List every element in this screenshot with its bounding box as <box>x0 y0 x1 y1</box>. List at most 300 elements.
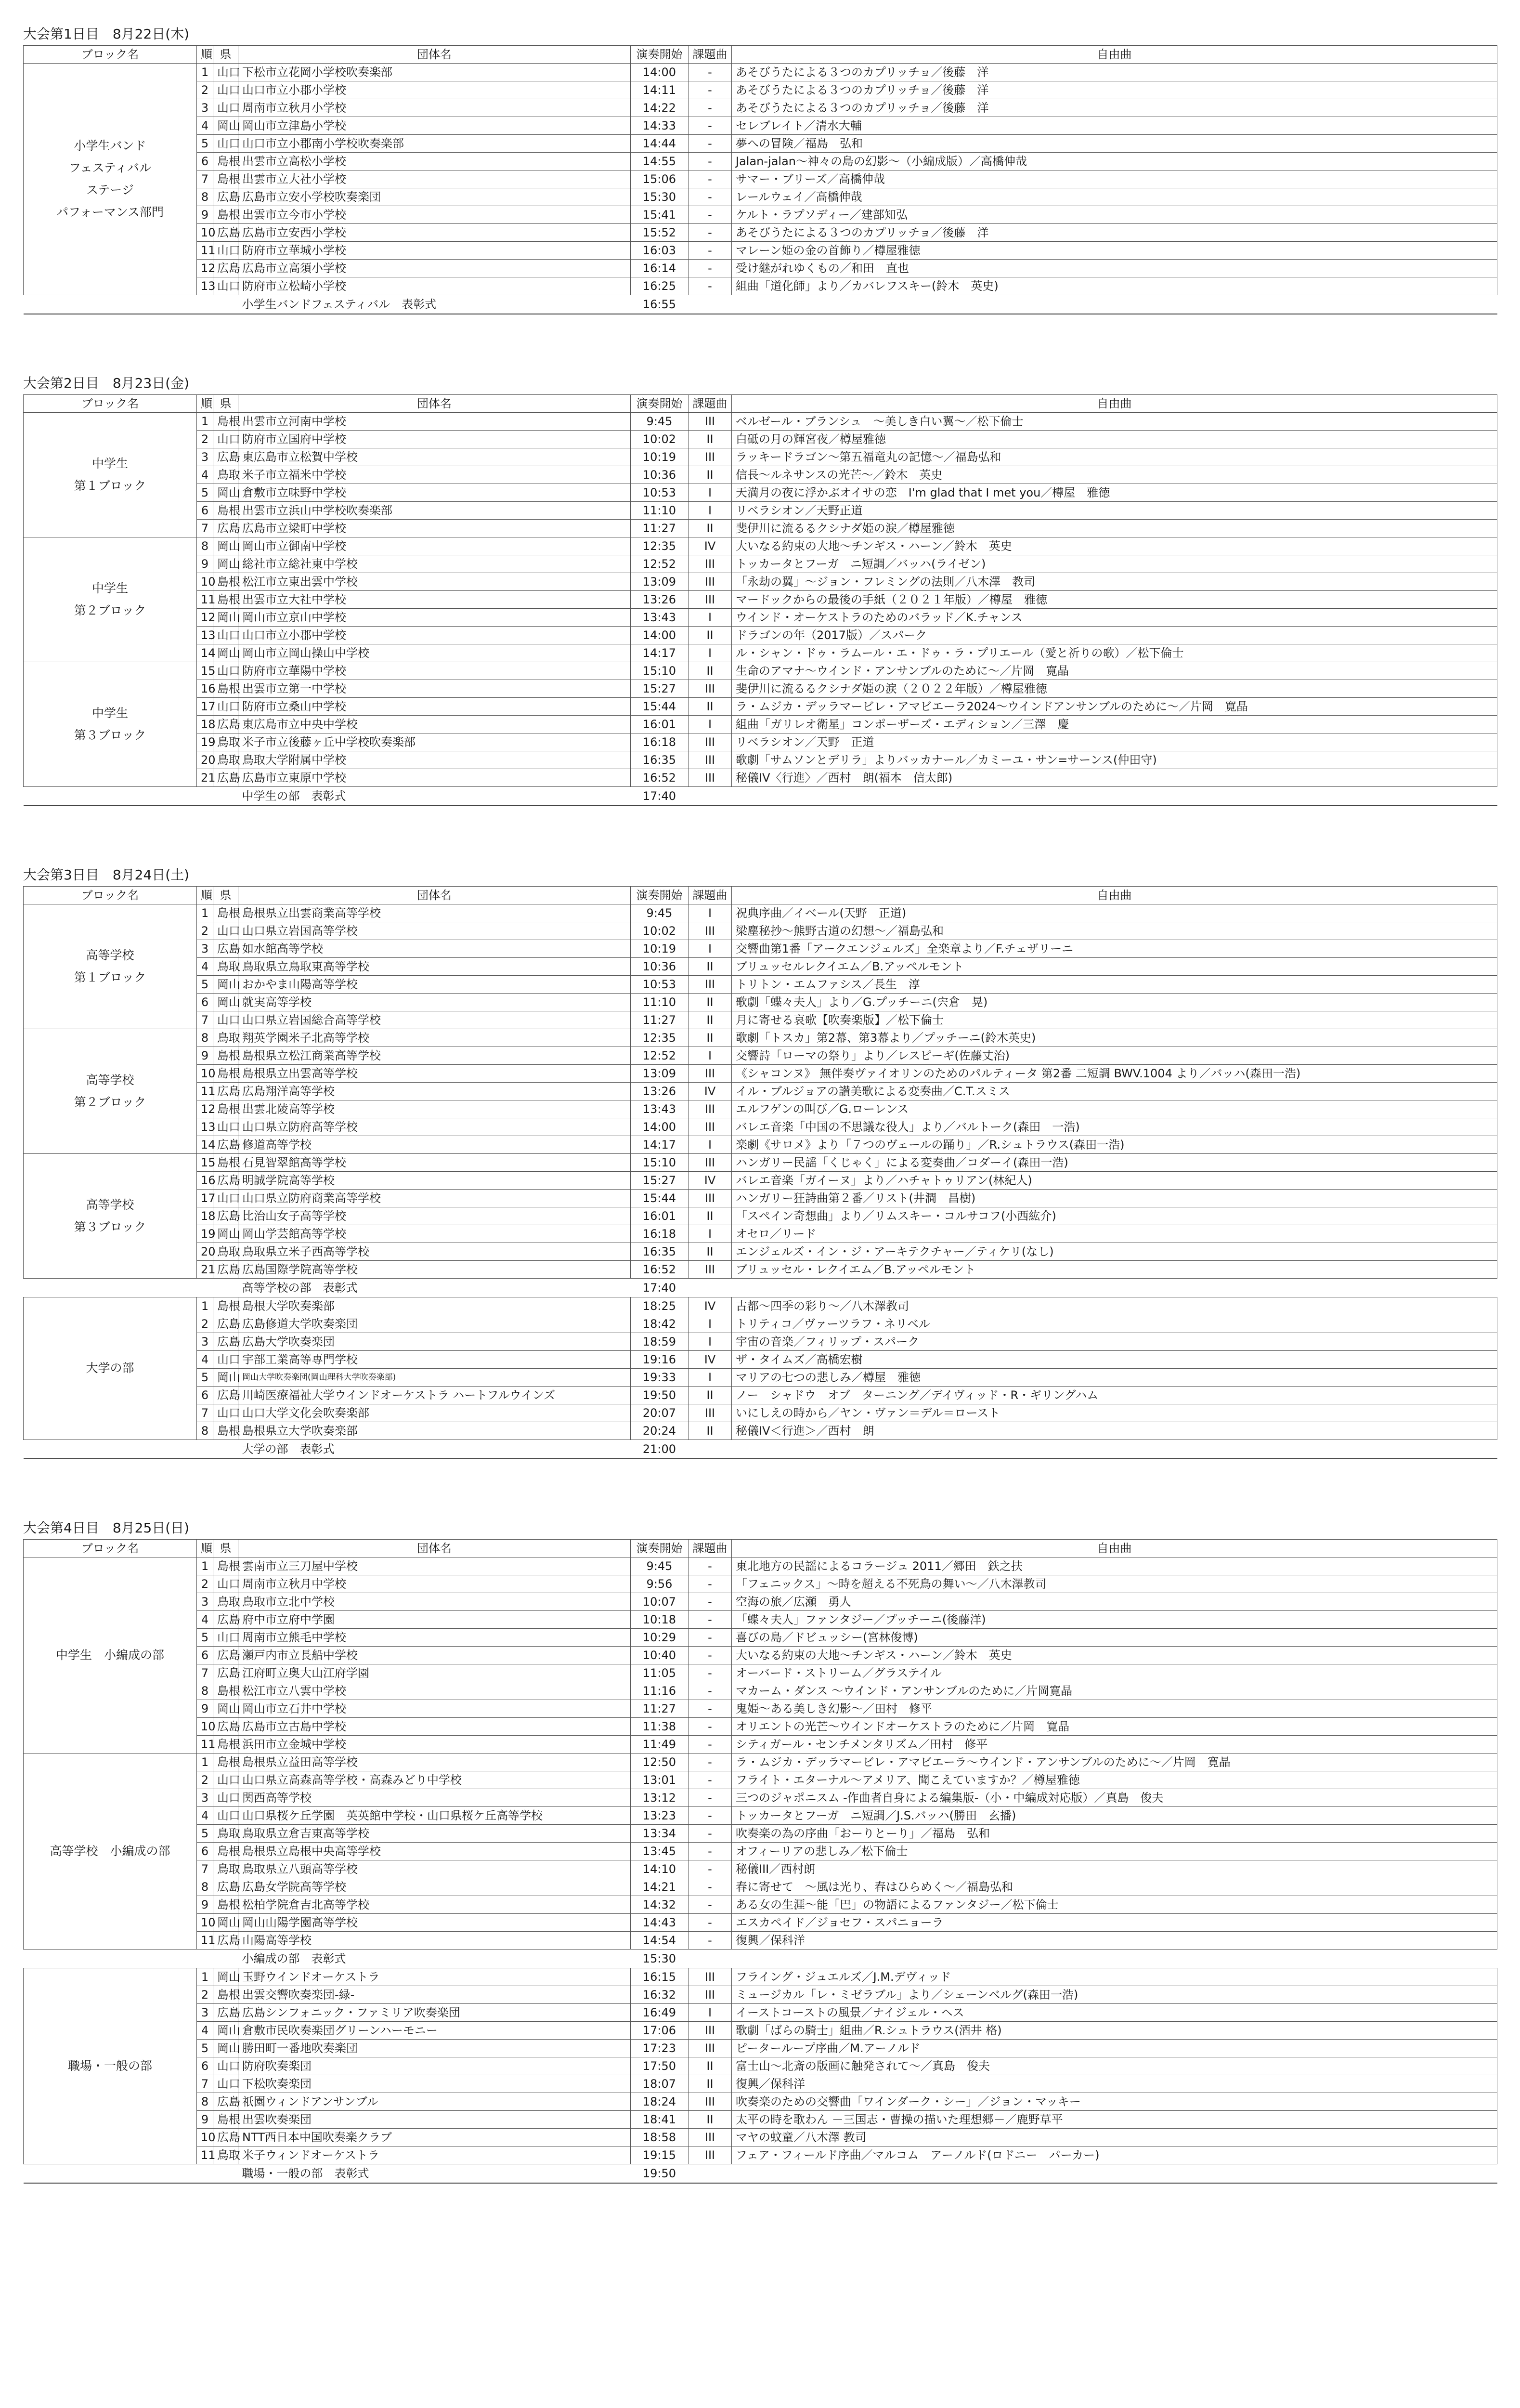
prefecture-cell: 島根 <box>213 591 238 609</box>
set-piece-cell: II <box>689 1422 732 1440</box>
free-piece-cell: 鬼姫～ある美しき幻影～／田村 修平 <box>732 1700 1497 1718</box>
award-ceremony-time: 17:40 <box>642 1281 676 1295</box>
start-time-cell: 16:03 <box>631 242 689 260</box>
set-piece-cell: III <box>689 1190 732 1207</box>
order-cell: 5 <box>197 976 213 994</box>
free-piece-cell: 「永劫の翼」～ジョン・フレミングの法則／八木澤 教司 <box>732 573 1497 591</box>
free-piece-cell: 歌劇「ばらの騎士」組曲／R.シュトラウス(酒井 格) <box>732 2022 1497 2040</box>
award-ceremony-row <box>24 1279 1497 1297</box>
prefecture-cell: 広島 <box>213 1207 238 1225</box>
free-piece-cell: 受け継がれゆくもの／和田 直也 <box>732 260 1497 277</box>
free-piece-cell: 「フェニックス」～時を超える不死鳥の舞い～／八木澤教司 <box>732 1575 1497 1593</box>
start-time-cell: 15:10 <box>631 662 689 680</box>
day-schedule <box>23 864 1497 1459</box>
free-piece-cell: レールウェイ／高橋伸哉 <box>732 188 1497 206</box>
start-time-cell: 16:01 <box>631 716 689 733</box>
free-piece-cell: オセロ／リード <box>732 1225 1497 1243</box>
prefecture-cell: 広島 <box>213 1315 238 1333</box>
award-spacer <box>24 2164 238 2184</box>
order-cell: 6 <box>197 502 213 520</box>
prefecture-cell: 広島 <box>213 2093 238 2111</box>
group-name-cell: 就実高等学校 <box>238 994 631 1011</box>
set-piece-cell: - <box>689 1557 732 1575</box>
start-time-cell: 9:56 <box>631 1575 689 1593</box>
order-cell: 9 <box>197 2111 213 2129</box>
start-time-cell: 16:52 <box>631 769 689 787</box>
header-group-name: 団体名 <box>238 1540 631 1557</box>
set-piece-cell: III <box>689 573 732 591</box>
order-cell: 18 <box>197 716 213 733</box>
group-name-cell: 岡山学芸館高等学校 <box>238 1225 631 1243</box>
schedule-table <box>23 886 1497 1459</box>
group-name-cell: 明誠学院高等学校 <box>238 1172 631 1190</box>
award-ceremony-time: 17:40 <box>631 787 689 806</box>
order-cell: 11 <box>197 1736 213 1754</box>
start-time-cell: 11:10 <box>631 502 689 520</box>
table-row <box>24 2040 1497 2057</box>
table-row <box>24 1593 1497 1611</box>
table-row <box>24 1611 1497 1629</box>
set-piece-cell: - <box>689 1700 732 1718</box>
order-cell: 3 <box>197 2004 213 2022</box>
prefecture-cell: 広島 <box>213 520 238 537</box>
group-name-cell: 鳥取大学附属中学校 <box>238 751 631 769</box>
group-name-cell: 出雲市立今市小学校 <box>238 206 631 224</box>
table-row <box>24 1297 1497 1315</box>
table-row <box>24 1664 1497 1682</box>
table-row <box>24 537 1497 555</box>
free-piece-cell: フライト・エターナル～アメリア、聞こえていますか？／樽屋雅徳 <box>732 1771 1497 1789</box>
start-time-cell: 10:29 <box>631 1629 689 1647</box>
table-row <box>24 2146 1497 2164</box>
table-row <box>24 904 1497 922</box>
prefecture-cell: 島根 <box>213 206 238 224</box>
header-block: ブロック名 <box>24 395 197 413</box>
header-group-name: 団体名 <box>238 395 631 413</box>
prefecture-cell: 島根 <box>213 2111 238 2129</box>
prefecture-cell: 島根 <box>213 1422 238 1440</box>
start-time-cell: 12:52 <box>631 1047 689 1065</box>
table-row <box>24 1629 1497 1647</box>
start-time-cell: 12:52 <box>631 555 689 573</box>
table-row <box>24 627 1497 644</box>
set-piece-cell: II <box>689 1207 732 1225</box>
set-piece-cell: II <box>689 1011 732 1029</box>
set-piece-cell: II <box>689 466 732 484</box>
order-cell: 5 <box>197 1369 213 1387</box>
table-row <box>24 1029 1497 1047</box>
group-name-cell: 翔英学園米子北高等学校 <box>238 1029 631 1047</box>
group-name-cell: 防府吹奏楽団 <box>238 2057 631 2075</box>
set-piece-cell: III <box>689 751 732 769</box>
block-name: 高等学校 第３ブロック <box>24 1154 197 1279</box>
prefecture-cell: 島根 <box>213 1154 238 1172</box>
table-row <box>24 1047 1497 1065</box>
group-name-cell: 周南市立熊毛中学校 <box>238 1629 631 1647</box>
table-row <box>24 242 1497 260</box>
start-time-cell: 14:00 <box>631 64 689 81</box>
prefecture-cell: 島根 <box>213 680 238 698</box>
set-piece-cell: IV <box>689 1172 732 1190</box>
prefecture-cell: 広島 <box>213 188 238 206</box>
prefecture-cell: 広島 <box>213 716 238 733</box>
free-piece-cell: 宇宙の音楽／フィリップ・スパーク <box>732 1333 1497 1351</box>
award-spacer <box>689 295 1497 314</box>
group-name-cell: 広島市立安西小学校 <box>238 224 631 242</box>
prefecture-cell: 山口 <box>213 1404 238 1422</box>
set-piece-cell: II <box>689 698 732 716</box>
table-row <box>24 260 1497 277</box>
table-row <box>24 1700 1497 1718</box>
start-time-cell: 16:52 <box>631 1261 689 1279</box>
block-name: 高等学校 第２ブロック <box>24 1029 197 1154</box>
start-time-cell: 12:35 <box>631 537 689 555</box>
header-prefecture: 県 <box>213 887 238 904</box>
table-body <box>24 1557 1497 2184</box>
table-header <box>24 887 1497 904</box>
free-piece-cell: あそびうたによる３つのカプリッチョ／後藤 洋 <box>732 81 1497 99</box>
group-name-cell: 宇部工業高等専門学校 <box>238 1351 631 1369</box>
free-piece-cell: トリトン・エムファシス／長生 淳 <box>732 976 1497 994</box>
order-cell: 6 <box>197 2057 213 2075</box>
group-name-cell: 広島翔洋高等学校 <box>238 1083 631 1100</box>
header-order: 順 <box>197 46 213 64</box>
prefecture-cell: 島根 <box>213 1736 238 1754</box>
group-name-cell: 岡山市立石井中学校 <box>238 1700 631 1718</box>
order-cell: 12 <box>197 1100 213 1118</box>
prefecture-cell: 鳥取 <box>213 2146 238 2164</box>
day-title: 大会第4日目 8月25日(日) <box>23 1520 190 1536</box>
start-time-cell: 15:27 <box>631 1172 689 1190</box>
start-time-cell: 16:01 <box>631 1207 689 1225</box>
group-name-cell: 防府市立華陽中学校 <box>238 662 631 680</box>
set-piece-cell: I <box>689 644 732 662</box>
order-cell: 8 <box>197 1682 213 1700</box>
prefecture-cell: 岡山 <box>213 976 238 994</box>
order-cell: 7 <box>197 520 213 537</box>
set-piece-cell: I <box>689 940 732 958</box>
set-piece-cell: - <box>689 153 732 170</box>
start-time-cell: 11:27 <box>631 1700 689 1718</box>
table-row <box>24 662 1497 680</box>
prefecture-cell: 広島 <box>213 448 238 466</box>
set-piece-cell: - <box>689 99 732 117</box>
free-piece-cell: ウインド・オーケストラのためのバラッド／K.チャンス <box>732 609 1497 627</box>
group-name-cell: 広島大学吹奏楽団 <box>238 1333 631 1351</box>
table-row <box>24 1878 1497 1896</box>
start-time-cell: 16:18 <box>631 1225 689 1243</box>
free-piece-cell: 復興／保科洋 <box>732 1932 1497 1950</box>
start-time-cell: 13:09 <box>631 573 689 591</box>
order-cell: 10 <box>197 1718 213 1736</box>
group-name-cell: 広島女学院高等学校 <box>238 1878 631 1896</box>
prefecture-cell: 広島 <box>213 1932 238 1950</box>
award-ceremony-label: 高等学校の部 表彰式 <box>242 1281 358 1295</box>
group-name-cell: 岡山市立御南中学校 <box>238 537 631 555</box>
set-piece-cell: III <box>689 1261 732 1279</box>
group-name-cell: 鳥取県立倉吉東高等学校 <box>238 1825 631 1843</box>
group-name-cell: 雲南市立三刀屋中学校 <box>238 1557 631 1575</box>
prefecture-cell: 広島 <box>213 1647 238 1664</box>
free-piece-cell: トリティコ／ヴァーツラフ・ネリベル <box>732 1315 1497 1333</box>
free-piece-cell: ある女の生涯～能「巴」の物語によるファンタジー／松下倫士 <box>732 1896 1497 1914</box>
order-cell: 6 <box>197 1647 213 1664</box>
free-piece-cell: 大いなる約束の大地～チンギス・ハーン／鈴木 英史 <box>732 1647 1497 1664</box>
set-piece-cell: - <box>689 1789 732 1807</box>
schedule-table <box>23 1539 1497 2184</box>
start-time-cell: 14:22 <box>631 99 689 117</box>
start-time-cell: 11:27 <box>631 1011 689 1029</box>
start-time-cell: 19:33 <box>631 1369 689 1387</box>
start-time-cell: 15:10 <box>631 1154 689 1172</box>
group-name-cell: 島根県立松江商業高等学校 <box>238 1047 631 1065</box>
day-title: 大会第3日目 8月24日(土) <box>23 867 190 883</box>
group-name-cell: 出雲市立大社中学校 <box>238 591 631 609</box>
set-piece-cell: - <box>689 1896 732 1914</box>
order-cell: 6 <box>197 994 213 1011</box>
prefecture-cell: 山口 <box>213 922 238 940</box>
prefecture-cell: 岡山 <box>213 1225 238 1243</box>
prefecture-cell: 広島 <box>213 1718 238 1736</box>
prefecture-cell: 広島 <box>213 1083 238 1100</box>
free-piece-cell: マヤの蚊童／八木澤 教司 <box>732 2129 1497 2146</box>
order-cell: 11 <box>197 1083 213 1100</box>
order-cell: 13 <box>197 1118 213 1136</box>
header-order: 順 <box>197 395 213 413</box>
prefecture-cell: 岡山 <box>213 1369 238 1387</box>
set-piece-cell: - <box>689 1611 732 1629</box>
start-time-cell: 10:02 <box>631 431 689 448</box>
start-time-cell: 13:23 <box>631 1807 689 1825</box>
set-piece-cell: I <box>689 904 732 922</box>
table-row <box>24 1100 1497 1118</box>
free-piece-cell: ミュージカル「レ・ミゼラブル」より／シェーンベルグ(森田一浩) <box>732 1986 1497 2004</box>
order-cell: 2 <box>197 1315 213 1333</box>
table-row <box>24 751 1497 769</box>
set-piece-cell: - <box>689 1754 732 1771</box>
table-row <box>24 591 1497 609</box>
group-name-cell: 山口県立防府商業高等学校 <box>238 1190 631 1207</box>
prefecture-cell: 広島 <box>213 1136 238 1154</box>
table-row <box>24 733 1497 751</box>
order-cell: 1 <box>197 1968 213 1986</box>
group-name-cell: 山口県立岩国総合高等学校 <box>238 1011 631 1029</box>
header-group-name: 団体名 <box>238 46 631 64</box>
start-time-cell: 14:17 <box>631 1136 689 1154</box>
table-row <box>24 1807 1497 1825</box>
start-time-cell: 18:42 <box>631 1315 689 1333</box>
header-order: 順 <box>197 887 213 904</box>
set-piece-cell: - <box>689 1593 732 1611</box>
table-row <box>24 1932 1497 1950</box>
table-row <box>24 1789 1497 1807</box>
block-name: 中学生 第２ブロック <box>24 537 197 662</box>
prefecture-cell: 山口 <box>213 1789 238 1807</box>
table-row <box>24 153 1497 170</box>
order-cell: 10 <box>197 224 213 242</box>
free-piece-cell: 信長～ルネサンスの光芒～／鈴木 英史 <box>732 466 1497 484</box>
table-row <box>24 1647 1497 1664</box>
free-piece-cell: ハンガリー狂詩曲第２番／リスト(井澗 昌樹) <box>732 1190 1497 1207</box>
free-piece-cell: 祝典序曲／イベール(天野 正道) <box>732 904 1497 922</box>
table-row <box>24 1575 1497 1593</box>
free-piece-cell: イーストコーストの風景／ナイジェル・ヘス <box>732 2004 1497 2022</box>
prefecture-cell: 島根 <box>213 1754 238 1771</box>
free-piece-cell: 古都～四季の彩り～／八木澤教司 <box>732 1297 1497 1315</box>
free-piece-cell: エルフゲンの叫び／G.ローレンス <box>732 1100 1497 1118</box>
header-free-piece: 自由曲 <box>732 1540 1497 1557</box>
group-name-cell: 東広島市立松賀中学校 <box>238 448 631 466</box>
group-name-cell: 祇園ウィンドアンサンブル <box>238 2093 631 2111</box>
order-cell: 19 <box>197 1225 213 1243</box>
header-row <box>24 395 1497 413</box>
start-time-cell: 18:58 <box>631 2129 689 2146</box>
start-time-cell: 16:32 <box>631 1986 689 2004</box>
order-cell: 9 <box>197 1047 213 1065</box>
order-cell: 4 <box>197 1611 213 1629</box>
prefecture-cell: 広島 <box>213 224 238 242</box>
start-time-cell: 13:43 <box>631 1100 689 1118</box>
set-piece-cell: - <box>689 1718 732 1736</box>
group-name-cell: 岡山市立津島小学校 <box>238 117 631 135</box>
order-cell: 9 <box>197 206 213 224</box>
table-row <box>24 170 1497 188</box>
table-row <box>24 1860 1497 1878</box>
header-prefecture: 県 <box>213 395 238 413</box>
award-ceremony-time: 15:30 <box>642 1952 676 1965</box>
order-cell: 7 <box>197 1860 213 1878</box>
order-cell: 1 <box>197 64 213 81</box>
header-free-piece: 自由曲 <box>732 395 1497 413</box>
award-spacer <box>24 1950 238 1968</box>
group-name-cell: 米子市立後藤ヶ丘中学校吹奏楽部 <box>238 733 631 751</box>
free-piece-cell: 「スペイン奇想曲」より／リムスキー・コルサコフ(小西紘介) <box>732 1207 1497 1225</box>
start-time-cell: 14:17 <box>631 644 689 662</box>
table-row <box>24 135 1497 153</box>
day-schedule <box>23 23 1497 314</box>
block-name: 大学の部 <box>24 1297 197 1440</box>
group-name-cell: 防府市立松崎小学校 <box>238 277 631 295</box>
table-row <box>24 1261 1497 1279</box>
group-name-cell: 鳥取市立北中学校 <box>238 1593 631 1611</box>
group-name-cell: 如水館高等学校 <box>238 940 631 958</box>
table-row <box>24 1243 1497 1261</box>
free-piece-cell: エンジェルズ・イン・ジ・アーキテクチャー／ティケリ(なし) <box>732 1243 1497 1261</box>
group-name-cell: 府中市立府中学園 <box>238 1611 631 1629</box>
table-row <box>24 1172 1497 1190</box>
order-cell: 5 <box>197 135 213 153</box>
group-name-cell: 出雲交響吹奏楽団-緑- <box>238 1986 631 2004</box>
start-time-cell: 11:10 <box>631 994 689 1011</box>
order-cell: 21 <box>197 1261 213 1279</box>
free-piece-cell: ブリュッセルレクイエム／B.アッペルモント <box>732 958 1497 976</box>
award-ceremony-label: 小学生バンドフェスティバル 表彰式 <box>238 295 631 314</box>
group-name-cell: 岡山市立京山中学校 <box>238 609 631 627</box>
group-name-cell: 岡山大学吹奏楽団(岡山理科大学吹奏楽部) <box>238 1369 631 1387</box>
table-row <box>24 277 1497 295</box>
award-ceremony-time: 19:50 <box>631 2164 689 2184</box>
set-piece-cell: - <box>689 1771 732 1789</box>
table-row <box>24 1118 1497 1136</box>
table-row <box>24 609 1497 627</box>
start-time-cell: 15:44 <box>631 1190 689 1207</box>
order-cell: 1 <box>197 1297 213 1315</box>
table-row <box>24 1557 1497 1575</box>
prefecture-cell: 山口 <box>213 1629 238 1647</box>
order-cell: 10 <box>197 1065 213 1083</box>
start-time-cell: 11:27 <box>631 520 689 537</box>
group-name-cell: 岡山市立岡山操山中学校 <box>238 644 631 662</box>
table-row <box>24 2129 1497 2146</box>
set-piece-cell: III <box>689 2093 732 2111</box>
prefecture-cell: 島根 <box>213 1047 238 1065</box>
set-piece-cell: III <box>689 922 732 940</box>
prefecture-cell: 岡山 <box>213 117 238 135</box>
table-row <box>24 413 1497 431</box>
start-time-cell: 20:07 <box>631 1404 689 1422</box>
start-time-cell: 10:53 <box>631 484 689 502</box>
prefecture-cell: 山口 <box>213 81 238 99</box>
award-spacer <box>24 295 238 314</box>
order-cell: 2 <box>197 81 213 99</box>
order-cell: 5 <box>197 1629 213 1647</box>
set-piece-cell: - <box>689 1914 732 1932</box>
order-cell: 17 <box>197 698 213 716</box>
order-cell: 13 <box>197 627 213 644</box>
group-name-cell: 勝田町一番地吹奏楽団 <box>238 2040 631 2057</box>
set-piece-cell: III <box>689 2040 732 2057</box>
set-piece-cell: III <box>689 448 732 466</box>
header-set-piece: 課題曲 <box>689 1540 732 1557</box>
set-piece-cell: - <box>689 1932 732 1950</box>
free-piece-cell: 歌劇「トスカ」第2幕、第3幕より／プッチーニ(鈴木英史) <box>732 1029 1497 1047</box>
award-spacer <box>24 1440 238 1459</box>
prefecture-cell: 山口 <box>213 2075 238 2093</box>
set-piece-cell: II <box>689 1243 732 1261</box>
set-piece-cell: - <box>689 135 732 153</box>
table-row <box>24 680 1497 698</box>
free-piece-cell: ラ・ムジカ・デッラマービレ・アマビエーラ～ウインド・アンサンブルのために～／片岡 寛晶 <box>732 1754 1497 1771</box>
table-row <box>24 2004 1497 2022</box>
order-cell: 18 <box>197 1207 213 1225</box>
set-piece-cell: - <box>689 260 732 277</box>
free-piece-cell: オリエントの光芒～ウインドオーケストラのために／片岡 寛晶 <box>732 1718 1497 1736</box>
prefecture-cell: 島根 <box>213 153 238 170</box>
group-name-cell: 松柏学院倉吉北高等学校 <box>238 1896 631 1914</box>
prefecture-cell: 山口 <box>213 1011 238 1029</box>
group-name-cell: 広島市立高須小学校 <box>238 260 631 277</box>
award-ceremony-row <box>24 1950 1497 1968</box>
order-cell: 11 <box>197 242 213 260</box>
group-name-cell: 島根県立益田高等学校 <box>238 1754 631 1771</box>
group-name-cell: 広島修道大学吹奏楽団 <box>238 1315 631 1333</box>
group-name-cell: 倉敷市民吹奏楽団グリーンハーモニー <box>238 2022 631 2040</box>
group-name-cell: 広島国際学院高等学校 <box>238 1261 631 1279</box>
table-body <box>24 64 1497 314</box>
group-name-cell: NTT西日本中国吹奏楽クラブ <box>238 2129 631 2146</box>
table-row <box>24 1986 1497 2004</box>
start-time-cell: 15:06 <box>631 170 689 188</box>
table-row <box>24 1404 1497 1422</box>
header-free-piece: 自由曲 <box>732 46 1497 64</box>
free-piece-cell: バレエ音楽「中国の不思議な役人」より／バルトーク(森田 一浩) <box>732 1118 1497 1136</box>
free-piece-cell: あそびうたによる３つのカプリッチョ／後藤 洋 <box>732 99 1497 117</box>
order-cell: 15 <box>197 662 213 680</box>
group-name-cell: 防府市立桑山中学校 <box>238 698 631 716</box>
day-schedule <box>23 1517 1497 2184</box>
set-piece-cell: II <box>689 2075 732 2093</box>
set-piece-cell: - <box>689 1629 732 1647</box>
